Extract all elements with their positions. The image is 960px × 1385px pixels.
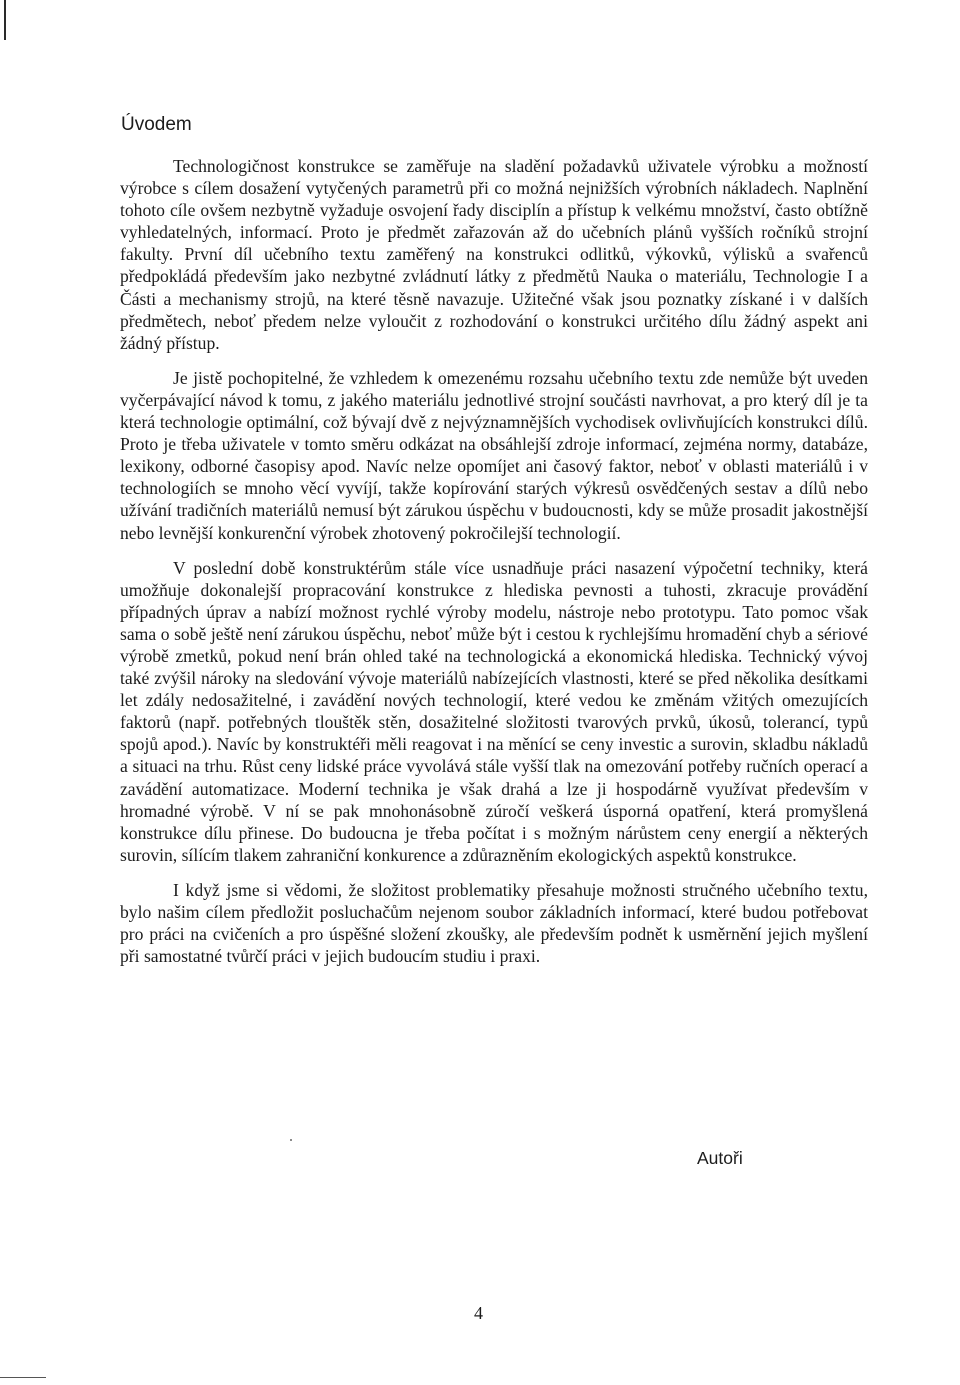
scan-speck <box>290 1139 292 1141</box>
scan-corner-line <box>0 1377 46 1378</box>
body-text <box>120 155 868 980</box>
paragraph-4: I když jsme si vědomi, že složitost problematiky přesahuje možnosti stručného učebního textu, bylo našim cílem předložit posluchačům nejenom soubor základních informací, které budou potřebovat pro práci na cvičeních a pro úspěšné složení zkoušky, ale především podnět k usměrnění jejich myšlení při samostatné tvůrčí práci v jejich budoucím studiu i praxi. <box>120 879 868 967</box>
paragraph-3: V poslední době konstruktérům stále více usnadňuje práci nasazení výpočetní techniky, která umožňuje dokonalejší propracování konstrukce z hlediska pevnosti a tuhosti, zkracuje provádění případných úprav a nabízí možnost rychlé výroby modelu, nástroje nebo prototypu. Tato pomoc však sama o sobě ještě není zárukou úspěchu, neboť může být i cestou k rychlejšímu hromadění chyb a sériové výrobě zmetků, pokud není brán ohled také na technologická a ekonomická hlediska. Technický vývoj také zvýšil nároky na sledování vývoje materiálů nabízejících vlastnosti, které se před několika desítkami let zdály nedosažitelné, i zavádění nových technologií, které vedou ke změnám vžitých omezujících faktorů (např. potřebných tlouštěk stěn, dosažitelné složitosti tvarových prvků, úkosů, tolerancí, typů spojů apod.). Navíc by konstruktéři měli reagovat i na měnící se ceny investic a surovin, skladbu nákladů a situaci na trhu. Růst ceny lidské práce vyvolává stále vyšší tlak na omezování potřeby ručních operací a zavádění automatizace. Moderní technika je však drahá a lze ji hospodárně využívat především v hromadné výrobě. V ní se pak mnohonásobně zúročí veškerá úsporná opatření, která promyšlená konstrukce dílu přinese. Do budoucna je třeba počítat i s možným nárůstem ceny energií a některých surovin, sílícím tlakem zahraniční konkurence a zdůrazněním ekologických aspektů konstrukce. <box>120 557 868 865</box>
paragraph-2: Je jistě pochopitelné, že vzhledem k omezenému rozsahu učebního textu zde nemůže být uveden vyčerpávající návod k tomu, z jakého materiálu jednotlivé strojní součásti navrhovat, a pro který díl je ta která technologie optimální, což bývají dvě z nejvýznamnějších vychodisek ovlivňujících konstrukci dílů. Proto je třeba uživatele v tomto směru odkázat na obsáhlejší zdroje informací, zejména normy, databáze, lexikony, odborné časopisy apod. Navíc nelze opomíjet ani časový faktor, neboť v oblasti materiálů i v technologiích se mnoho věcí vyvíjí, takže kopírování starých výkresů osvědčených sestav a dílů nebo užívání tradičních materiálů nemusí být zárukou úspěchu v budoucnosti, kdy se může prosadit jakostnější nebo levnější konkurenční výrobek zhotovený pokročilejší technologií. <box>120 367 868 543</box>
paragraph-1: Technologičnost konstrukce se zaměřuje na sladění požadavků uživatele výrobku a možností výrobce s cílem dosažení vytyčených parametrů při co možná nejnižších výrobních nákladech. Naplnění tohoto cíle ovšem nezbytně vyžaduje osvojení řady disciplín a přístup k velkému množství, často obtížně vyhledatelných, informací. Proto je předmět zařazován až do učebních plánů vyšších ročníků strojní fakulty. První díl učebního textu zaměřený na konstrukci odlitků, výkovků, výlisků a svařenců předpokládá především jako nezbytné zvládnutí látky z předmětů Nauka o materiálu, Technologie I a Části a mechanismy strojů, na které těsně navazuje. Užitečné však jsou poznatky získané i v dalších předmětech, neboť předem nelze vyloučit z rozhodování o konstrukci určitého dílu žádný aspekt ani žádný přístup. <box>120 156 868 353</box>
signature-authors: Autoři <box>697 1148 743 1168</box>
page-number: 4 <box>474 1303 483 1323</box>
scan-margin-mark <box>4 0 6 40</box>
page-title: Úvodem <box>121 114 192 135</box>
